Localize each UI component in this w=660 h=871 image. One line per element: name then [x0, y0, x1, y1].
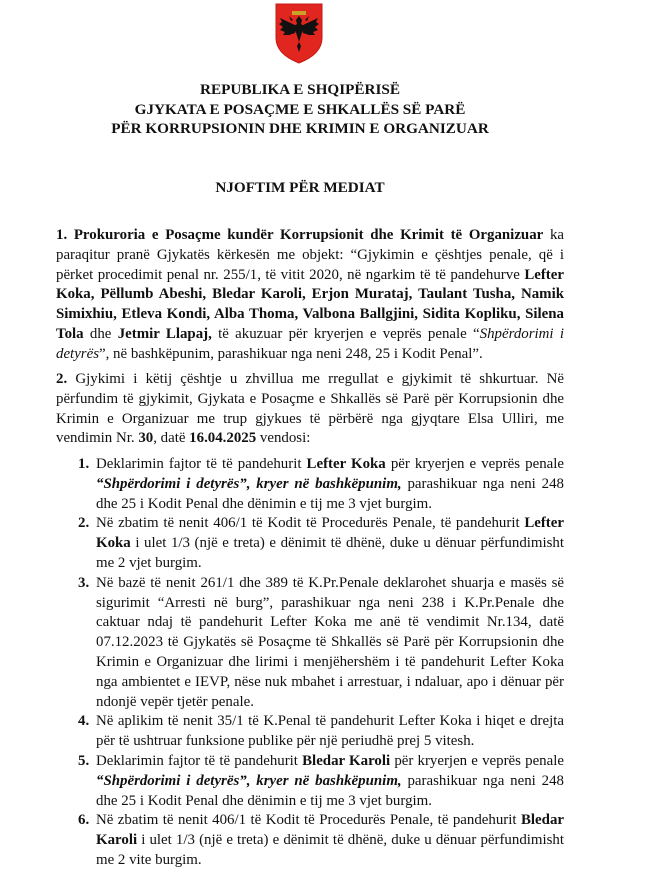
offence-name: “Shpërdorimi i detyrës”, kryer në bashkëpunim,: [96, 475, 402, 492]
item-text: Deklarimin fajtor të të pandehurit: [96, 752, 303, 769]
defendant-name: Bledar Karoli: [302, 752, 391, 769]
item-text: Deklarimin fajtor të të pandehurit: [96, 456, 307, 472]
item-text: i ulet 1/3 (një e treta) e dënimit të dhënë, duke u dënuar përfundimisht me 2 vite burgim.: [96, 832, 564, 868]
p1-text: ka paraqitur pranë Gjykatës kërkesën me objekt: “Gjykimin e çështjes penale, që i përket procedimit penal nr. 255/1, të vitit 2020, në ngarkim të të pandehurve: [56, 227, 565, 283]
paragraph-1: [56, 226, 564, 365]
item-number: 3.: [78, 574, 90, 591]
list-item: [56, 514, 564, 573]
item-text: Në aplikim të nenit 35/1 të K.Penal të pandehurit Lefter Koka i hiqet e drejta për të ushtruar funksione publike për një periudhë prej 5 vitesh.: [96, 713, 564, 750]
p2-decided: vendosi:: [256, 430, 311, 447]
header-line-1: REPUBLIKA E SHQIPËRISË: [199, 81, 401, 98]
list-item: [56, 455, 564, 514]
item-number: 6.: [78, 812, 90, 829]
defendant-name: Lefter Koka: [96, 515, 564, 552]
p1-prosecution: 1. Prokuroria e Posaçme kundër Korrupsionit dhe Krimit të Organizuar: [56, 227, 544, 243]
p2-decision-number: 30: [138, 430, 154, 447]
court-header: [0, 80, 600, 139]
item-text: për kryerjen e veprës penale: [390, 752, 564, 769]
item-number: 4.: [78, 713, 90, 730]
p2-date-label: , datë: [153, 430, 190, 447]
item-number: 1.: [78, 456, 90, 472]
list-item: [56, 752, 564, 811]
item-text: parashikuar nga neni 248 dhe 25 i Kodit Penal dhe dënimin e tij me 3 vjet burgim.: [96, 475, 564, 512]
p1-offence: Shpërdorimi i detyrës: [56, 325, 564, 362]
item-text: parashikuar nga neni 248 dhe 25 i Kodit Penal dhe dënimin e tij me 3 vjet burgim.: [96, 772, 564, 809]
p1-legal-basis: ”, në bashkëpunim, parashikuar nga neni 248, 25 i Kodit Penal”.: [99, 345, 483, 362]
item-text: i ulet 1/3 (një e treta) e dënimit të dhënë, duke u dënuar përfundimisht me 2 vjet burgim.: [96, 535, 564, 571]
decision-list: [56, 455, 564, 871]
p2-number: 2.: [56, 371, 68, 387]
item-number: 2.: [78, 515, 90, 532]
p1-last-defendant: Jetmir Llapaj,: [117, 325, 212, 342]
header-line-3: PËR KORRUPSIONIN DHE KRIMIN E ORGANIZUAR: [111, 120, 489, 137]
defendant-name: Bledar Karoli: [96, 812, 564, 849]
p1-and: dhe: [83, 325, 118, 342]
p1-defendants: Lefter Koka, Pëllumb Abeshi, Bledar Karoli, Erjon Murataj, Taulant Tusha, Namik Simixhiu, Etleva Kondi, Alba Thoma, Valbona Ballgjini, Sidita Kopliku, Silena Tola: [56, 266, 564, 342]
p2-text: Gjykimi i këtij çështje u zhvillua me rregullat e gjykimit të shkurtuar. Në përfundim të gjykimit, Gjykata e Posaçme e Shkallës së Parë për Korrupsionin dhe Krimin e Organizuar me trup gjykues të përbërë nga gjyqtare Elsa Ulliri, me vendimin Nr.: [56, 371, 564, 447]
item-text: për kryerjen e veprës penale: [385, 456, 565, 472]
list-item: [56, 811, 564, 870]
offence-name: “Shpërdorimi i detyrës”, kryer në bashkëpunim,: [96, 772, 402, 789]
p2-decision-date: 16.04.2025: [189, 430, 257, 447]
page-title: NJOFTIM PËR MEDIAT: [215, 179, 385, 196]
item-text: Në bazë të nenit 261/1 dhe 389 të K.Pr.Penale deklarohet shuarja e masës së sigurimit “Arresti në burg”, parashikuar nga neni 238 i K.Pr.Penale dhe caktuar ndaj të pandehurit Lefter Koka me anë të vendimit Nr.134, datë 07.12.2023 të Gjykatës së Posaçme të Shkallës së Parë për Korrupsionin dhe Krimin e Organizuar dhe lirimi i menjëhershëm i të pandehurit Lefter Koka nga ambientet e IEVP, nëse nuk mbahet i arrestuar, i ndaluar, apo i dënuar për ndonjë vepër tjetër penale.: [96, 574, 564, 710]
defendant-name: Lefter Koka: [306, 456, 386, 472]
p1-accusation: të akuzuar për kryerjen e veprës penale “: [211, 325, 480, 342]
list-item: [56, 574, 564, 713]
item-number: 5.: [78, 752, 90, 769]
item-text: Në zbatim të nenit 406/1 të Kodit të Procedurës Penale, të pandehurit: [96, 515, 525, 532]
albanian-emblem: [274, 2, 324, 64]
item-text: Në zbatim të nenit 406/1 të Kodit të Procedurës Penale, të pandehurit: [96, 812, 521, 829]
paragraph-2: [56, 370, 564, 449]
list-item: [56, 712, 564, 752]
header-line-2: GJYKATA E POSAÇME E SHKALLËS SË PARË: [134, 100, 466, 118]
